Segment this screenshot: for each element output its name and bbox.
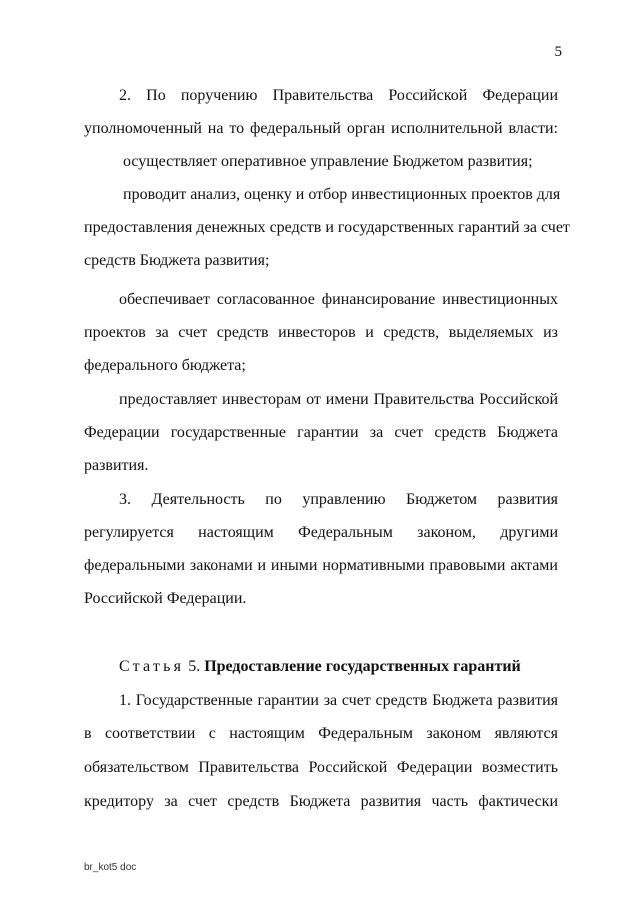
- text-line: Федерации государственные гарантии за счет средств Бюджета: [84, 424, 558, 441]
- article-heading: [119, 657, 558, 677]
- article-heading-prefix: Статья: [119, 658, 185, 675]
- text-line: предоставляет инвесторам от имени Правительства Российской: [119, 391, 558, 408]
- text-line: 3. Деятельность по управлению Бюджетом развития: [119, 491, 558, 508]
- text-line: обязательством Правительства Российской Федерации возместить: [84, 759, 558, 776]
- article-heading-title: Предоставление государственных гарантий: [204, 658, 521, 675]
- text-line: предоставления денежных средств и государственных гарантий за счет: [84, 219, 570, 236]
- text-line: федерального бюджета;: [84, 357, 246, 374]
- page-number: 5: [554, 44, 562, 60]
- text-line: федеральными законами и иными нормативными правовыми актами: [84, 557, 558, 574]
- text-line: в соответствии с настоящим Федеральным законом являются: [84, 725, 558, 742]
- text-line: регулируется настоящим Федеральным законом, другими: [84, 524, 558, 541]
- text-line: кредитору за счет средств Бюджета развития часть фактически: [84, 793, 558, 810]
- text-line: проектов за счет средств инвесторов и средств, выделяемых из: [84, 324, 558, 341]
- text-line: осуществляет оперативное управление Бюджетом развития;: [123, 153, 533, 170]
- text-line: 2. По поручению Правительства Российской Федерации: [119, 87, 558, 104]
- article-heading-number: 5.: [184, 658, 205, 675]
- text-line: проводит анализ, оценку и отбор инвестиционных проектов для: [123, 186, 561, 203]
- text-line: обеспечивает согласованное финансирование инвестиционных: [119, 291, 558, 308]
- footer-filename: br_kot5 doc: [84, 862, 137, 873]
- text-line: 1. Государственные гарантии за счет средств Бюджета развития: [119, 692, 558, 709]
- text-line: Российской Федерации.: [84, 590, 247, 607]
- text-line: уполномоченный на то федеральный орган исполнительной власти:: [84, 120, 558, 137]
- text-line: средств Бюджета развития;: [84, 252, 270, 269]
- text-line: развития.: [84, 457, 149, 474]
